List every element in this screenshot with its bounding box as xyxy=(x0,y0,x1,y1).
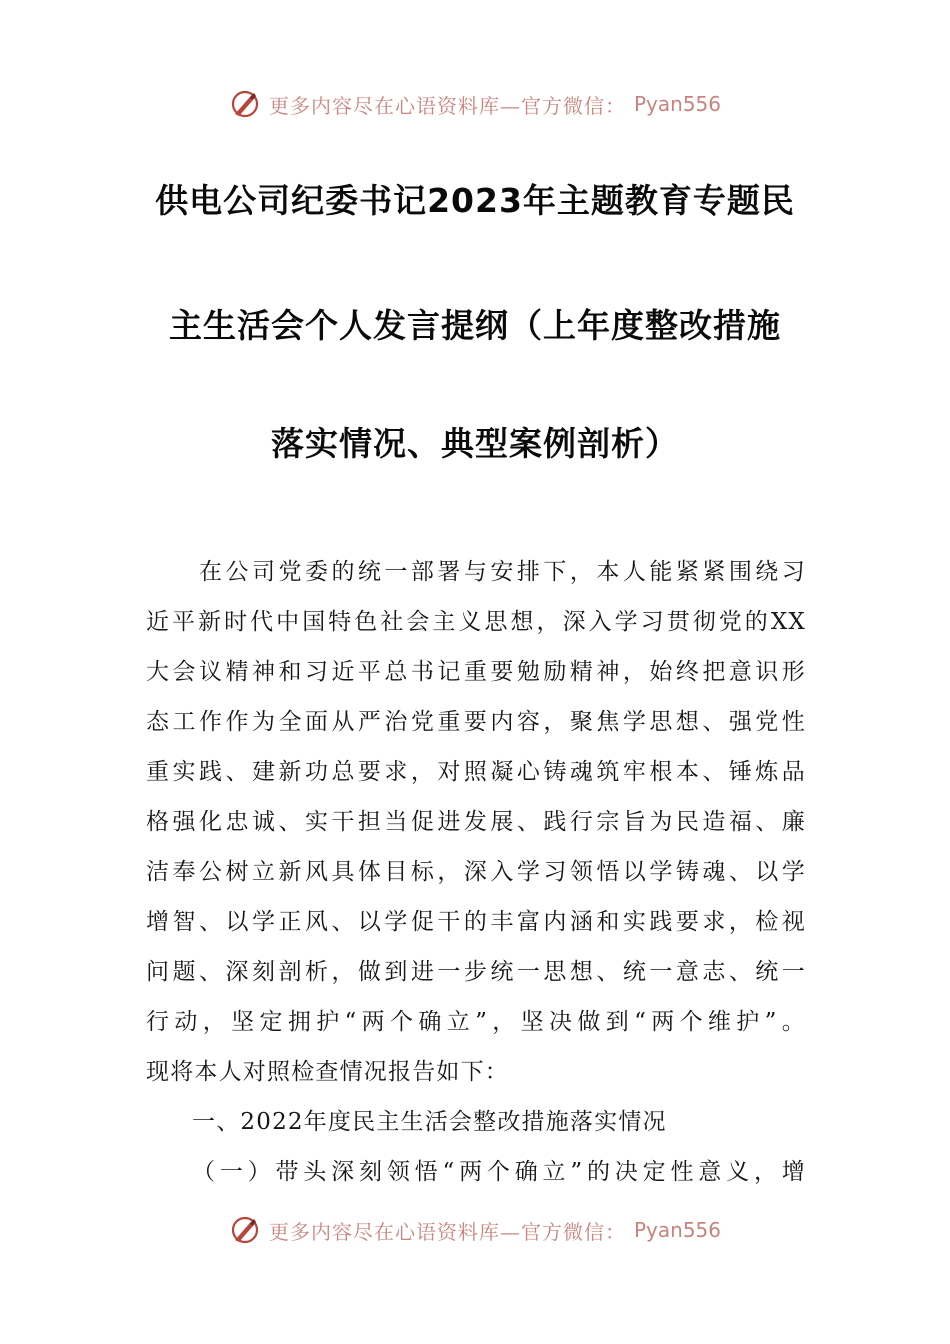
body-line: 洁奉公树立新风具体目标，深入学习领悟以学铸魂、以学 xyxy=(146,859,806,885)
document-title-line-3: 落实情况、典型案例剖析） xyxy=(271,424,679,463)
body-line: 现将本人对照检查情况报告如下： xyxy=(146,1059,509,1085)
watermark-wechat-id: Pyan556 xyxy=(633,1218,721,1242)
pen-logo-icon xyxy=(229,88,261,120)
document-title-line-1: 供电公司纪委书记2023年主题教育专题民 xyxy=(155,181,795,220)
body-line: 近平新时代中国特色社会主义思想，深入学习贯彻党的XX xyxy=(146,609,806,635)
body-line: 增智、以学正风、以学促干的丰富内涵和实践要求，检视 xyxy=(146,909,806,935)
pen-logo-icon xyxy=(229,1214,261,1246)
body-line: 问题、深刻剖析，做到进一步统一思想、统一意志、统一 xyxy=(146,959,806,985)
watermark-text: 更多内容尽在心语资料库—官方微信： xyxy=(268,93,626,118)
watermark-bottom xyxy=(0,1210,950,1250)
watermark-wechat-id: Pyan556 xyxy=(633,92,721,116)
watermark-top xyxy=(0,84,950,124)
document-title-line-2: 主生活会个人发言提纲（上年度整改措施 xyxy=(169,306,781,345)
body-line: 重实践、建新功总要求，对照凝心铸魂筑牢根本、锤炼品 xyxy=(146,759,806,785)
body-line: 在公司党委的统一部署与安排下，本人能紧紧围绕习 xyxy=(146,559,806,585)
section-heading: 一、2022年度民主生活会整改措施落实情况 xyxy=(192,1109,667,1135)
body-line: 态工作作为全面从严治党重要内容，聚焦学思想、强党性 xyxy=(146,709,806,735)
watermark-text: 更多内容尽在心语资料库—官方微信： xyxy=(268,1219,626,1244)
body-line: 大会议精神和习近平总书记重要勉励精神，始终把意识形 xyxy=(146,659,806,685)
body-line: 格强化忠诚、实干担当促进发展、践行宗旨为民造福、廉 xyxy=(146,809,806,835)
body-line: 行动，坚定拥护“两个确立”，坚决做到“两个维护”。 xyxy=(146,1009,806,1035)
subsection-heading: （一）带头深刻领悟“两个确立”的决定性意义，增 xyxy=(192,1159,806,1185)
